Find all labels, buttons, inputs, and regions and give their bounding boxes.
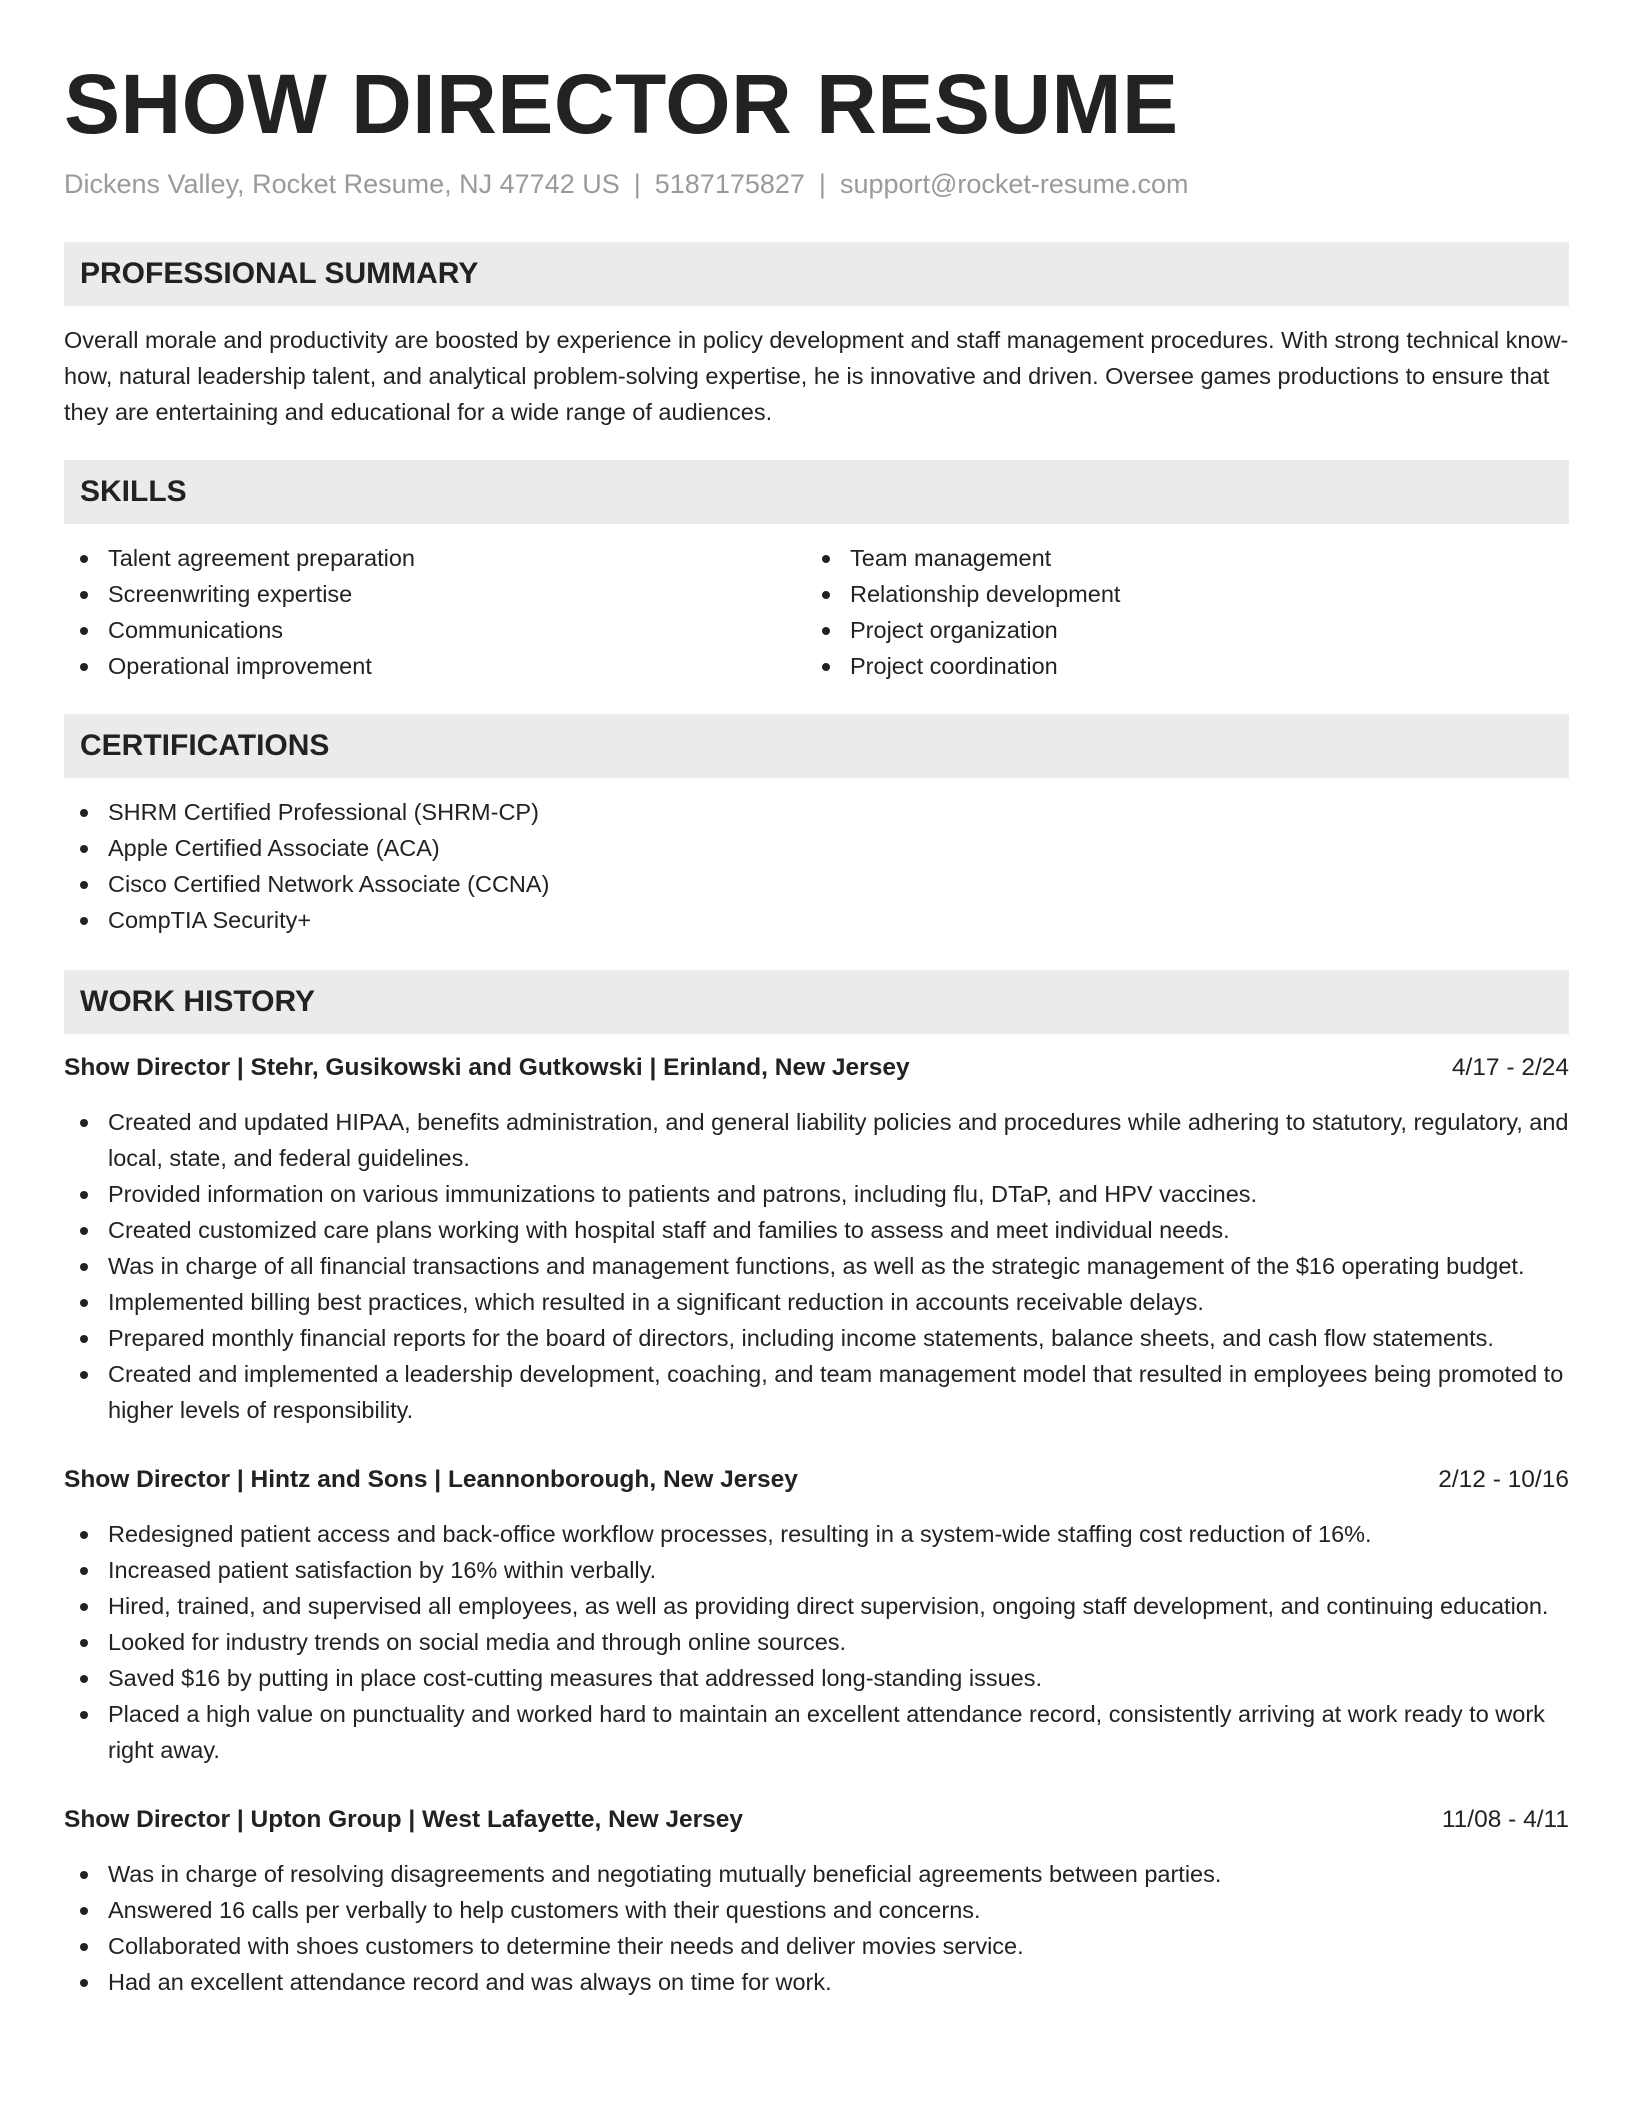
section-header-work-history: WORK HISTORY	[64, 970, 1569, 1034]
job-title: Show Director | Upton Group | West Lafayette, New Jersey	[64, 1806, 743, 1833]
certification-item: Apple Certified Associate (ACA)	[64, 830, 1569, 866]
section-header-skills: SKILLS	[64, 460, 1569, 524]
job-bullet: Provided information on various immunizations to patients and patrons, including flu, DTaP, and HPV vaccines.	[64, 1176, 1569, 1212]
skill-item: Operational improvement	[64, 648, 806, 684]
skill-item: Screenwriting expertise	[64, 576, 806, 612]
contact-email: support@rocket-resume.com	[839, 169, 1189, 199]
section-header-certifications: CERTIFICATIONS	[64, 714, 1569, 778]
job-dates: 11/08 - 4/11	[1441, 1806, 1569, 1833]
skill-item: Talent agreement preparation	[64, 540, 806, 576]
contact-phone: 5187175827	[654, 169, 805, 199]
skill-item: Communications	[64, 612, 806, 648]
certification-item: SHRM Certified Professional (SHRM-CP)	[64, 794, 1569, 830]
job-bullet: Created and updated HIPAA, benefits administration, and general liability policies and procedures while adhering to statutory, regulatory, and local, state, and federal guidelines.	[64, 1104, 1569, 1176]
job-bullet: Collaborated with shoes customers to determine their needs and deliver movies service.	[64, 1928, 1569, 1964]
job-header	[64, 1462, 1569, 1498]
job-bullet: Created customized care plans working with hospital staff and families to assess and meet individual needs.	[64, 1212, 1569, 1248]
skill-item: Team management	[806, 540, 1548, 576]
certifications-list	[64, 794, 1569, 938]
skill-item: Relationship development	[806, 576, 1548, 612]
job-bullet: Placed a high value on punctuality and worked hard to maintain an excellent attendance record, consistently arriving at work ready to work right away.	[64, 1696, 1569, 1768]
skill-item: Project coordination	[806, 648, 1548, 684]
job-title: Show Director | Stehr, Gusikowski and Gutkowski | Erinland, New Jersey	[64, 1054, 910, 1081]
certification-item: CompTIA Security+	[64, 902, 1569, 938]
resume-page	[64, 0, 1569, 2000]
job-bullet: Prepared monthly financial reports for the board of directors, including income statements, balance sheets, and cash flow statements.	[64, 1320, 1569, 1356]
contact-separator: |	[633, 169, 641, 199]
job-bullet: Was in charge of resolving disagreements and negotiating mutually beneficial agreements between parties.	[64, 1856, 1569, 1892]
skills-list-left	[64, 540, 806, 684]
job-bullet: Was in charge of all financial transactions and management functions, as well as the strategic management of the $16 operating budget.	[64, 1248, 1569, 1284]
job-bullet: Hired, trained, and supervised all employees, as well as providing direct supervision, ongoing staff development, and continuing education.	[64, 1588, 1569, 1624]
job-bullet: Redesigned patient access and back-office workflow processes, resulting in a system-wide staffing cost reduction of 16%.	[64, 1516, 1569, 1552]
job-bullets	[64, 1104, 1569, 1428]
job-bullet: Had an excellent attendance record and was always on time for work.	[64, 1964, 1569, 2000]
summary-text: Overall morale and productivity are boosted by experience in policy development and staff management procedures. With strong technical know-how, natural leadership talent, and analytical problem-solving expertise, he is innovative and driven. Oversee games productions to ensure that they are entertaining and educational for a wide range of audiences.	[64, 327, 1569, 425]
job-bullets	[64, 1856, 1569, 2000]
job-dates: 4/17 - 2/24	[1451, 1054, 1569, 1081]
job-dates: 2/12 - 10/16	[1438, 1466, 1569, 1493]
job-bullet: Implemented billing best practices, which resulted in a significant reduction in accounts receivable delays.	[64, 1284, 1569, 1320]
contact-separator: |	[818, 169, 826, 199]
job-header	[64, 1050, 1569, 1086]
skills-columns	[64, 540, 1569, 684]
job-bullet: Answered 16 calls per verbally to help customers with their questions and concerns.	[64, 1892, 1569, 1928]
job-bullets	[64, 1516, 1569, 1768]
skills-list-right	[806, 540, 1548, 684]
page-title: SHOW DIRECTOR RESUME	[64, 57, 1179, 151]
section-header-summary: PROFESSIONAL SUMMARY	[64, 242, 1569, 306]
skill-item: Project organization	[806, 612, 1548, 648]
job-header	[64, 1802, 1569, 1838]
job-bullet: Looked for industry trends on social media and through online sources.	[64, 1624, 1569, 1660]
job-title: Show Director | Hintz and Sons | Leannonborough, New Jersey	[64, 1466, 798, 1493]
contact-line	[64, 166, 1569, 202]
contact-address: Dickens Valley, Rocket Resume, NJ 47742 US	[64, 169, 620, 199]
certification-item: Cisco Certified Network Associate (CCNA)	[64, 866, 1569, 902]
job-bullet: Increased patient satisfaction by 16% within verbally.	[64, 1552, 1569, 1588]
job-bullet: Created and implemented a leadership development, coaching, and team management model that resulted in employees being promoted to higher levels of responsibility.	[64, 1356, 1569, 1428]
job-bullet: Saved $16 by putting in place cost-cutting measures that addressed long-standing issues.	[64, 1660, 1569, 1696]
